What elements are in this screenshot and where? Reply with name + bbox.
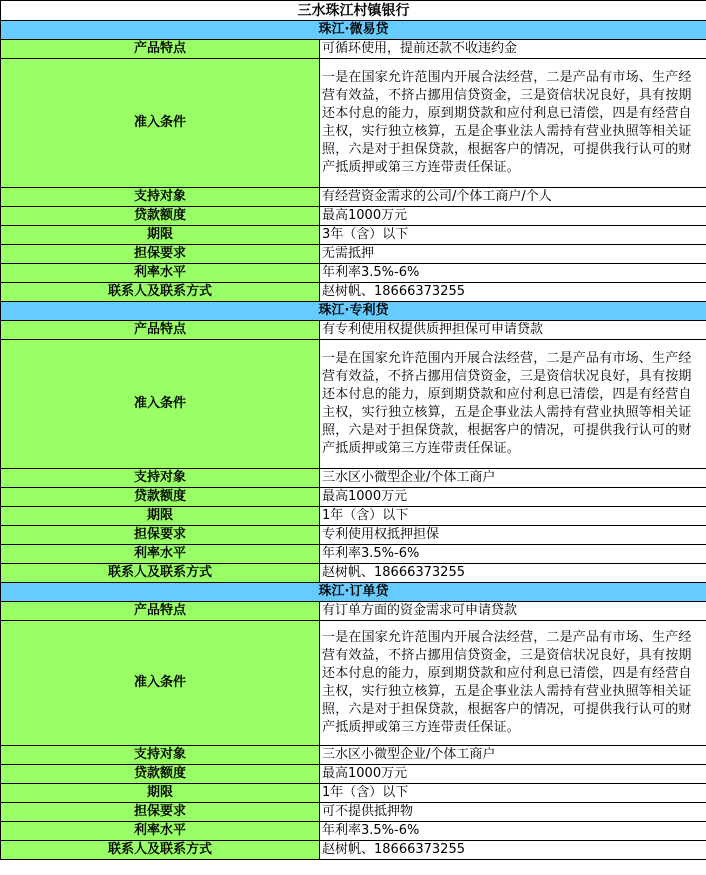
product-section-header xyxy=(1,21,706,40)
row-label: 期限 xyxy=(1,507,320,526)
row-value: 1年（含）以下 xyxy=(320,507,706,526)
table-row xyxy=(1,283,706,302)
row-value: 年利率3.5%-6% xyxy=(320,264,706,283)
row-label: 利率水平 xyxy=(1,264,320,283)
table-row xyxy=(1,621,706,746)
table-row xyxy=(1,245,706,264)
title-row xyxy=(1,1,706,21)
row-value: 最高1000万元 xyxy=(320,207,706,226)
row-label: 利率水平 xyxy=(1,822,320,841)
product-name: 珠江·专利贷 xyxy=(1,302,706,321)
row-value: 专利使用权抵押担保 xyxy=(320,526,706,545)
row-label: 联系人及联系方式 xyxy=(1,841,320,860)
table-row xyxy=(1,340,706,469)
table-row xyxy=(1,207,706,226)
row-value: 赵树帆、18666373255 xyxy=(320,564,706,583)
table-row xyxy=(1,545,706,564)
table-row xyxy=(1,564,706,583)
row-label: 期限 xyxy=(1,226,320,245)
row-label: 准入条件 xyxy=(1,621,320,746)
table-row xyxy=(1,40,706,59)
table-row xyxy=(1,321,706,340)
row-label: 担保要求 xyxy=(1,803,320,822)
row-value: 可不提供抵押物 xyxy=(320,803,706,822)
row-label: 担保要求 xyxy=(1,526,320,545)
row-value: 1年（含）以下 xyxy=(320,784,706,803)
row-value: 三水区小微型企业/个体工商户 xyxy=(320,746,706,765)
row-label: 准入条件 xyxy=(1,59,320,188)
table-row xyxy=(1,841,706,860)
product-name: 珠江·订单贷 xyxy=(1,583,706,602)
row-value: 赵树帆、18666373255 xyxy=(320,841,706,860)
row-label: 担保要求 xyxy=(1,245,320,264)
table-row xyxy=(1,59,706,188)
table-row xyxy=(1,602,706,621)
row-value: 赵树帆、18666373255 xyxy=(320,283,706,302)
row-value: 最高1000万元 xyxy=(320,765,706,784)
row-label: 贷款额度 xyxy=(1,207,320,226)
row-value: 有经营资金需求的公司/个体工商户/个人 xyxy=(320,188,706,207)
row-label: 联系人及联系方式 xyxy=(1,564,320,583)
row-value: 无需抵押 xyxy=(320,245,706,264)
row-label: 产品特点 xyxy=(1,40,320,59)
row-label: 产品特点 xyxy=(1,602,320,621)
product-name: 珠江·微易贷 xyxy=(1,21,706,40)
table-row xyxy=(1,264,706,283)
row-label: 贷款额度 xyxy=(1,765,320,784)
row-value: 3年（含）以下 xyxy=(320,226,706,245)
row-label: 联系人及联系方式 xyxy=(1,283,320,302)
table-row xyxy=(1,226,706,245)
row-label: 利率水平 xyxy=(1,545,320,564)
table-row xyxy=(1,746,706,765)
row-label: 支持对象 xyxy=(1,188,320,207)
row-value: 一是在国家允许范围内开展合法经营，二是产品有市场、生产经营有效益，不挤占挪用信贷资金，三是资信状况良好，具有按期还本付息的能力，原到期贷款和应付利息已清偿，四是有经营自主权，实行独立核算，五是企事业法人需持有营业执照等相关证照，六是对于担保贷款，根据客户的情况，可提供我行认可的财产抵质押或第三方连带责任保证。 xyxy=(320,621,706,746)
table-row xyxy=(1,188,706,207)
table-row xyxy=(1,765,706,784)
row-label: 准入条件 xyxy=(1,340,320,469)
row-value: 一是在国家允许范围内开展合法经营，二是产品有市场、生产经营有效益，不挤占挪用信贷资金，三是资信状况良好，具有按期还本付息的能力，原到期贷款和应付利息已清偿，四是有经营自主权，实行独立核算，五是企事业法人需持有营业执照等相关证照，六是对于担保贷款，根据客户的情况，可提供我行认可的财产抵质押或第三方连带责任保证。 xyxy=(320,59,706,188)
row-label: 期限 xyxy=(1,784,320,803)
row-label: 支持对象 xyxy=(1,469,320,488)
bank-title: 三水珠江村镇银行 xyxy=(1,1,706,21)
row-label: 贷款额度 xyxy=(1,488,320,507)
table-row xyxy=(1,822,706,841)
row-value: 有订单方面的资金需求可申请贷款 xyxy=(320,602,706,621)
row-value: 年利率3.5%-6% xyxy=(320,545,706,564)
table-row xyxy=(1,507,706,526)
table-row xyxy=(1,526,706,545)
row-value: 年利率3.5%-6% xyxy=(320,822,706,841)
row-value: 可循环使用，提前还款不收违约金 xyxy=(320,40,706,59)
row-value: 一是在国家允许范围内开展合法经营，二是产品有市场、生产经营有效益，不挤占挪用信贷资金，三是资信状况良好，具有按期还本付息的能力，原到期贷款和应付利息已清偿，四是有经营自主权，实行独立核算，五是企事业法人需持有营业执照等相关证照，六是对于担保贷款，根据客户的情况，可提供我行认可的财产抵质押或第三方连带责任保证。 xyxy=(320,340,706,469)
product-section-header xyxy=(1,302,706,321)
row-label: 产品特点 xyxy=(1,321,320,340)
row-value: 最高1000万元 xyxy=(320,488,706,507)
table-row xyxy=(1,803,706,822)
row-value: 有专利使用权提供质押担保可申请贷款 xyxy=(320,321,706,340)
table-row xyxy=(1,469,706,488)
table-row xyxy=(1,784,706,803)
product-section-header xyxy=(1,583,706,602)
row-label: 支持对象 xyxy=(1,746,320,765)
table-row xyxy=(1,488,706,507)
row-value: 三水区小微型企业/个体工商户 xyxy=(320,469,706,488)
